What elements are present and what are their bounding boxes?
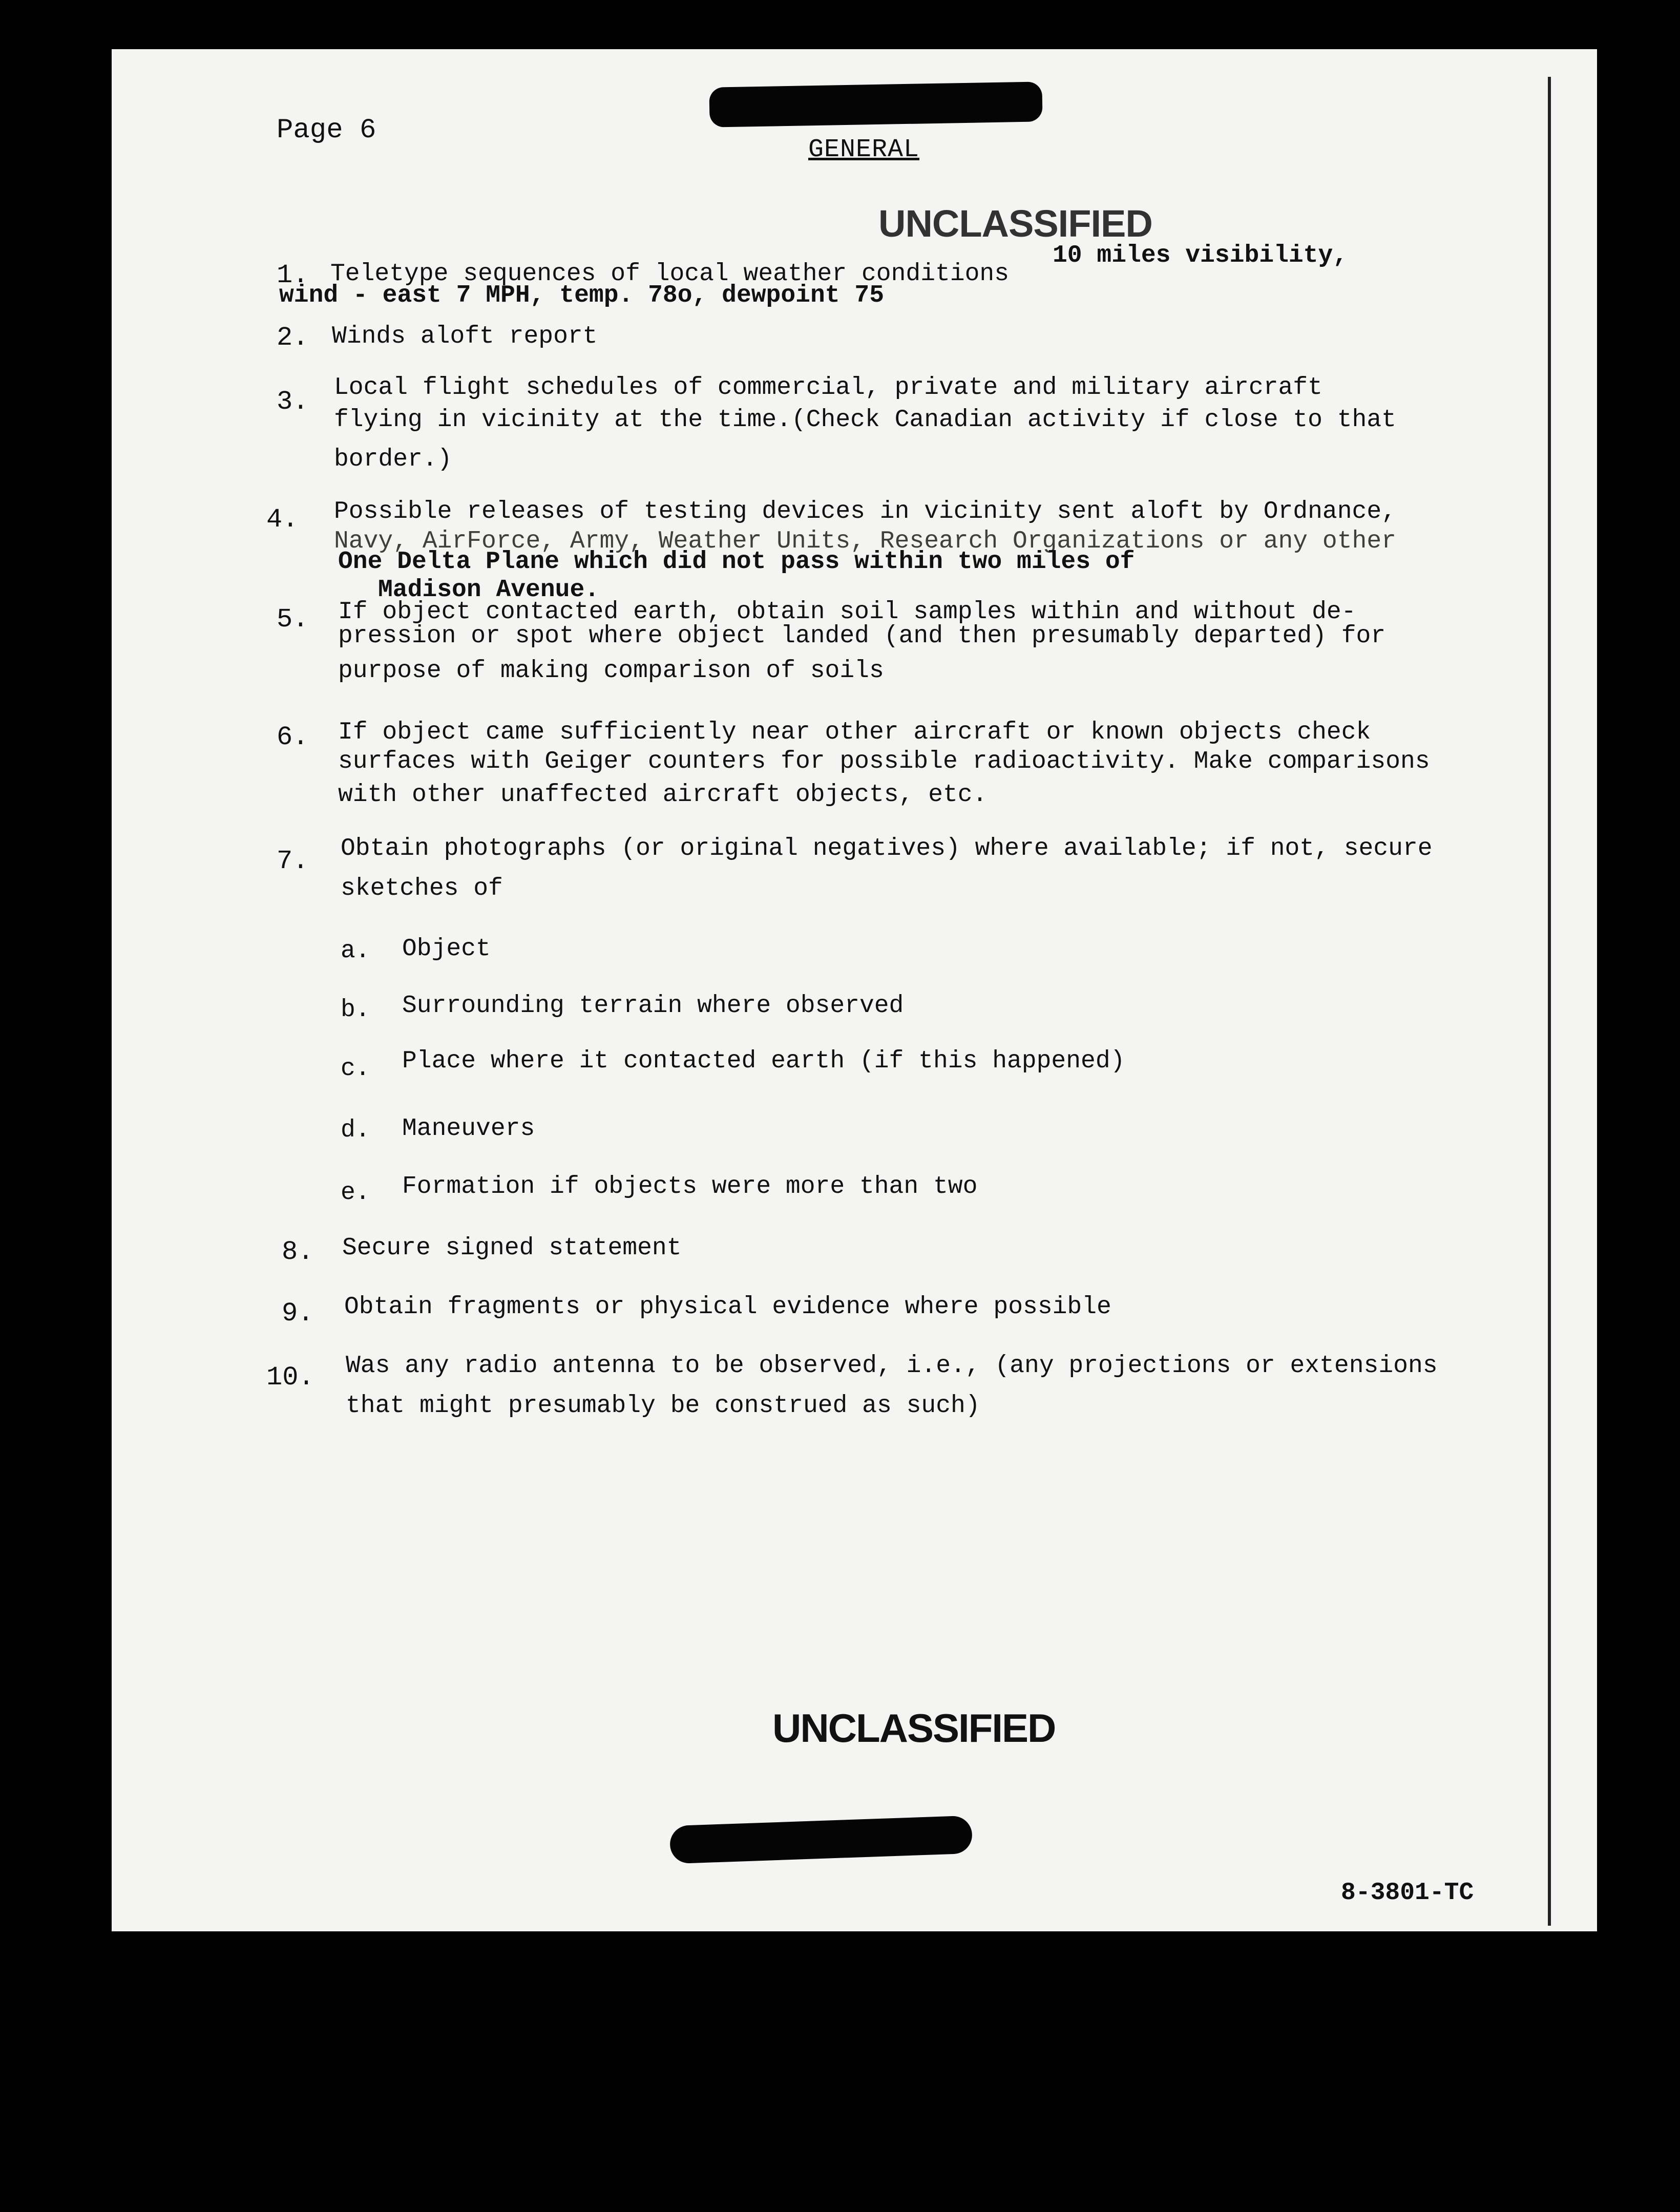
item-6-line: If object came sufficiently near other aircraft or known objects check xyxy=(338,719,1371,746)
classification-stamp-top: UNCLASSIFIED xyxy=(878,202,1152,245)
item-4-line: Possible releases of testing devices in vicinity sent aloft by Ordnance, xyxy=(334,498,1396,525)
page-edge-rule xyxy=(1548,77,1551,1926)
subitem-text: Object xyxy=(402,935,491,963)
redaction-bar-top xyxy=(709,81,1042,127)
item-5-line: purpose of making comparison of soils xyxy=(338,657,884,685)
item-4-annotation: One Delta Plane which did not pass within two miles of xyxy=(338,548,1135,576)
item-5-number: 5. xyxy=(277,604,309,635)
section-header: GENERAL xyxy=(808,135,920,164)
item-4-annotation: Madison Avenue. xyxy=(378,576,600,604)
item-8-number: 8. xyxy=(282,1237,314,1267)
item-2-number: 2. xyxy=(277,323,309,353)
subitem-letter: d. xyxy=(341,1116,370,1144)
subitem-letter: c. xyxy=(341,1055,370,1083)
item-4-number: 4. xyxy=(266,504,299,535)
subitem-letter: e. xyxy=(341,1179,370,1207)
item-8-line: Secure signed statement xyxy=(342,1234,682,1262)
item-1-annotation: wind - east 7 MPH, temp. 78o, dewpoint 75 xyxy=(279,282,884,309)
item-5-line: pression or spot where object landed (and then presumably departed) for xyxy=(338,622,1386,650)
subitem-text: Maneuvers xyxy=(402,1115,535,1143)
item-10-number: 10. xyxy=(266,1362,314,1393)
item-9-line: Obtain fragments or physical evidence where possible xyxy=(344,1293,1111,1321)
item-3-number: 3. xyxy=(277,387,309,417)
item-3-line: flying in vicinity at the time.(Check Canadian activity if close to that xyxy=(334,406,1396,434)
item-1-line: Teletype sequences of local weather conditions xyxy=(330,260,1010,288)
document-number: 8-3801-TC xyxy=(1341,1879,1474,1907)
item-3-line: Local flight schedules of commercial, private and military aircraft xyxy=(334,374,1322,402)
subitem-letter: b. xyxy=(341,996,370,1024)
item-2-line: Winds aloft report xyxy=(332,323,598,350)
subitem-text: Formation if objects were more than two xyxy=(402,1173,978,1200)
subitem-letter: a. xyxy=(341,937,370,965)
item-10-line: Was any radio antenna to be observed, i.e., (any projections or extensions xyxy=(346,1352,1438,1380)
classification-stamp-bottom: UNCLASSIFIED xyxy=(772,1705,1056,1751)
item-7-line: sketches of xyxy=(341,875,503,902)
item-4-line: Navy, AirForce, Army, Weather Units, Research Organizations or any other xyxy=(334,528,1396,555)
subitem-text: Surrounding terrain where observed xyxy=(402,992,904,1020)
item-7-line: Obtain photographs (or original negatives) where available; if not, secure xyxy=(341,835,1433,862)
subitem-text: Place where it contacted earth (if this happened) xyxy=(402,1047,1125,1075)
item-1-number: 1. xyxy=(277,260,309,290)
item-1-annotation: 10 miles visibility, xyxy=(1053,242,1348,269)
item-7-number: 7. xyxy=(277,846,309,876)
page-number: Page 6 xyxy=(277,115,376,146)
item-5-line: If object contacted earth, obtain soil samples within and without de- xyxy=(338,598,1356,626)
item-6-number: 6. xyxy=(277,722,309,752)
item-3-line: border.) xyxy=(334,446,452,473)
item-6-line: surfaces with Geiger counters for possible radioactivity. Make comparisons xyxy=(338,748,1430,775)
item-10-line: that might presumably be construed as such) xyxy=(346,1392,980,1420)
item-6-line: with other unaffected aircraft objects, etc. xyxy=(338,781,988,809)
item-9-number: 9. xyxy=(282,1298,314,1329)
